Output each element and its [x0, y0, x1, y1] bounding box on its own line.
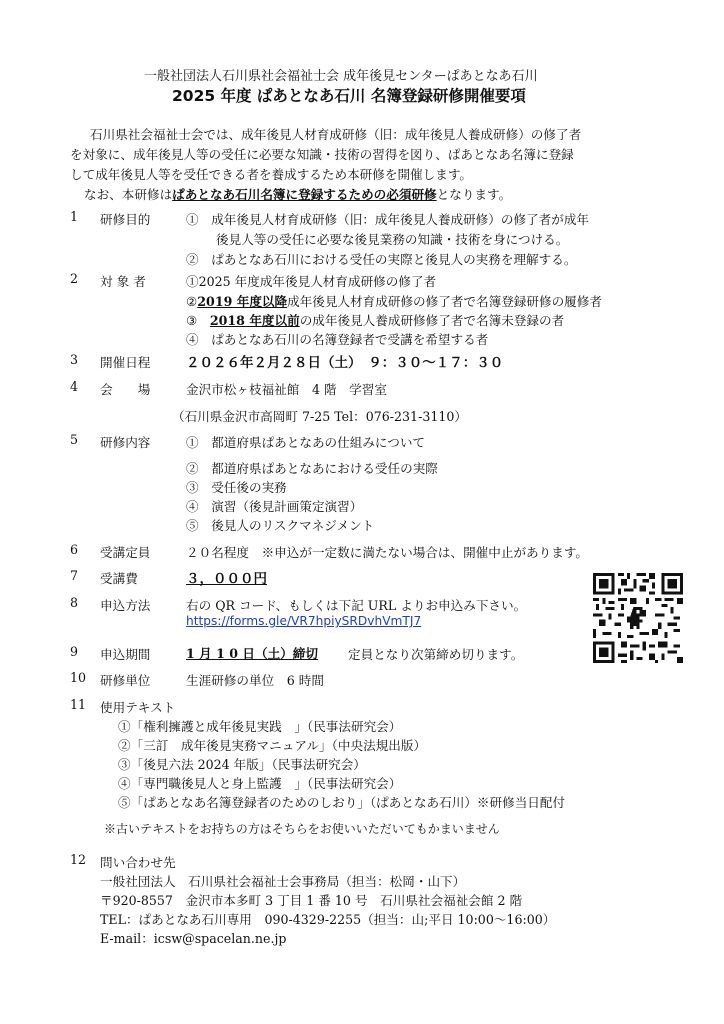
contact-org: 一般社団法人 石川県社会福祉士会事務局（担当：松岡・山下）	[100, 874, 466, 889]
section-6-number: 6	[70, 542, 79, 557]
organization-name: 一般社団法人石川県社会福祉士会 成年後見センターぱあとなあ石川	[144, 69, 538, 84]
intro-emphasis: ぱあとなあ石川名簿に登録するための必須研修	[172, 187, 437, 202]
venue-address: （石川県金沢市高岡町 7-25 Tel：076-231-3110）	[172, 409, 467, 424]
section-1-item-1-line-2: 後見人等の受任に必要な後見業務の知識・技術を身につける。	[216, 232, 569, 247]
section-5-number: 5	[70, 432, 79, 447]
section-1-number: 1	[70, 209, 79, 224]
textbook-item-5: ⑤「ぱあとなあ名簿登録者のためのしおり」（ぱあとなあ石川）※研修当日配付	[118, 795, 566, 810]
contact-phone: TEL：ぱあとなあ石川専用 090-4329-2255（担当：山;平日 10:00〜16:00）	[100, 912, 556, 927]
textbook-note: ※古いテキストをお持ちの方はそちらをお使いいただいてもかまいません	[104, 822, 500, 836]
section-2-item-3-prefix: ③	[186, 313, 210, 328]
section-6-label: 受講定員	[100, 545, 151, 560]
intro-line-4-suffix: となります。	[436, 187, 512, 202]
section-8-number: 8	[70, 595, 79, 610]
section-2-item-4: ④ ぱあとなあ石川の名簿登録者で受講を希望する者	[186, 332, 489, 347]
fee: ３，０００円	[186, 571, 267, 587]
intro-line-2: を対象に、成年後見人等の受任に必要な知識・技術の習得を図り、ぱあとなあ名簿に登録	[70, 147, 574, 162]
textbook-item-4: ④「専門職後見人と身上監護 」（民事法研究会）	[118, 776, 402, 791]
section-8-label: 申込方法	[100, 598, 151, 613]
section-2-number: 2	[70, 271, 79, 286]
page-title: 2025 年度 ぱあとなあ石川 名簿登録研修開催要項	[172, 87, 526, 105]
content-item-2: ② 都道府県ぱあとなあにおける受任の実際	[186, 461, 438, 476]
section-7-number: 7	[70, 568, 79, 583]
section-2-label: 対 象 者	[100, 274, 146, 289]
section-2-item-3	[186, 310, 564, 329]
venue: 金沢市松ヶ枝福祉館 4 階 学習室	[186, 382, 387, 397]
application-method: 右の QR コード、もしくは下記 URL よりお申込み下さい。	[186, 598, 527, 613]
section-11-number: 11	[70, 697, 87, 712]
section-9-label: 申込期間	[100, 647, 151, 662]
application-url-link[interactable]: https://forms.gle/VR7hpiySRDvhVmTJ7	[186, 614, 422, 628]
section-9-number: 9	[70, 644, 79, 659]
contact-address: 〒920-8557 金沢市本多町 3 丁目 1 番 10 号 石川県社会福祉会館 2 階	[100, 893, 523, 908]
contact-email: E-mail：icsw@spacelan.ne.jp	[100, 931, 287, 946]
application-deadline: 1 月 1 0 日（土）締切	[186, 646, 318, 661]
section-12-number: 12	[70, 852, 87, 867]
intro-line-4-prefix: なお、本研修は	[84, 187, 173, 202]
section-2-item-2-emphasis: 2019 年度以降	[197, 294, 288, 309]
section-2-item-2-prefix: ②	[186, 294, 198, 309]
content-item-3: ③ 受任後の実務	[186, 480, 287, 495]
training-units: 生涯研修の単位 6 時間	[186, 673, 324, 688]
content-item-1: ① 都道府県ぱあとなあの仕組みについて	[186, 435, 426, 450]
section-2-item-3-suffix: の成年後見人養成研修修了者で名簿未登録の者	[299, 313, 565, 328]
content-item-4: ④ 演習（後見計画策定演習）	[186, 499, 363, 514]
event-date: ２０２６年２月２８日（土） ９：３０〜１７：３０	[186, 355, 504, 371]
textbook-item-1: ①「権利擁護と成年後見実践 」（民事法研究会）	[118, 719, 402, 734]
textbook-item-2: ②「三訂 成年後見実務マニュアル」（中央法規出版）	[118, 738, 427, 753]
section-4-label: 会 場	[100, 382, 151, 397]
section-10-label: 研修単位	[100, 673, 151, 688]
section-5-label: 研修内容	[100, 435, 151, 450]
intro-line-4	[84, 184, 511, 203]
section-11-label: 使用テキスト	[100, 700, 176, 715]
intro-line-3: して成年後見人等を受任できる者を養成するため本研修を開催します。	[70, 167, 472, 182]
section-12-label: 問い合わせ先	[100, 855, 176, 870]
section-2-item-3-emphasis: 2018 年度以前	[209, 313, 300, 328]
section-1-item-2: ② ぱあとなあ石川における受任の実際と後見人の実務を理解する。	[186, 252, 577, 267]
textbook-item-3: ③「後見六法 2024 年版」（民事法研究会）	[118, 757, 366, 772]
capacity: ２０名程度 ※申込が一定数に満たない場合は、開催中止があります。	[186, 545, 588, 560]
section-2-item-2	[186, 291, 602, 310]
section-1-label: 研修目的	[100, 212, 151, 227]
qr-code-image[interactable]	[593, 573, 683, 663]
intro-line-1: 石川県社会福祉士会では、成年後見人材育成研修（旧：成年後見人養成研修）の修了者	[90, 127, 582, 142]
section-3-number: 3	[70, 352, 79, 367]
section-3-label: 開催日程	[100, 355, 151, 370]
section-2-item-1: ①2025 年度成年後見人材育成研修の修了者	[186, 274, 437, 289]
section-10-number: 10	[70, 670, 87, 685]
section-1-item-1-line-1: ① 成年後見人材育成研修（旧：成年後見人養成研修）の修了者が成年	[186, 212, 589, 227]
deadline-note: 定員となり次第締め切ります。	[348, 647, 524, 662]
content-item-5: ⑤ 後見人のリスクマネジメント	[186, 518, 375, 533]
section-2-item-2-suffix: 成年後見人材育成研修の修了者で名簿登録研修の履修者	[287, 294, 602, 309]
section-4-number: 4	[70, 379, 79, 394]
section-7-label: 受講費	[100, 571, 138, 586]
